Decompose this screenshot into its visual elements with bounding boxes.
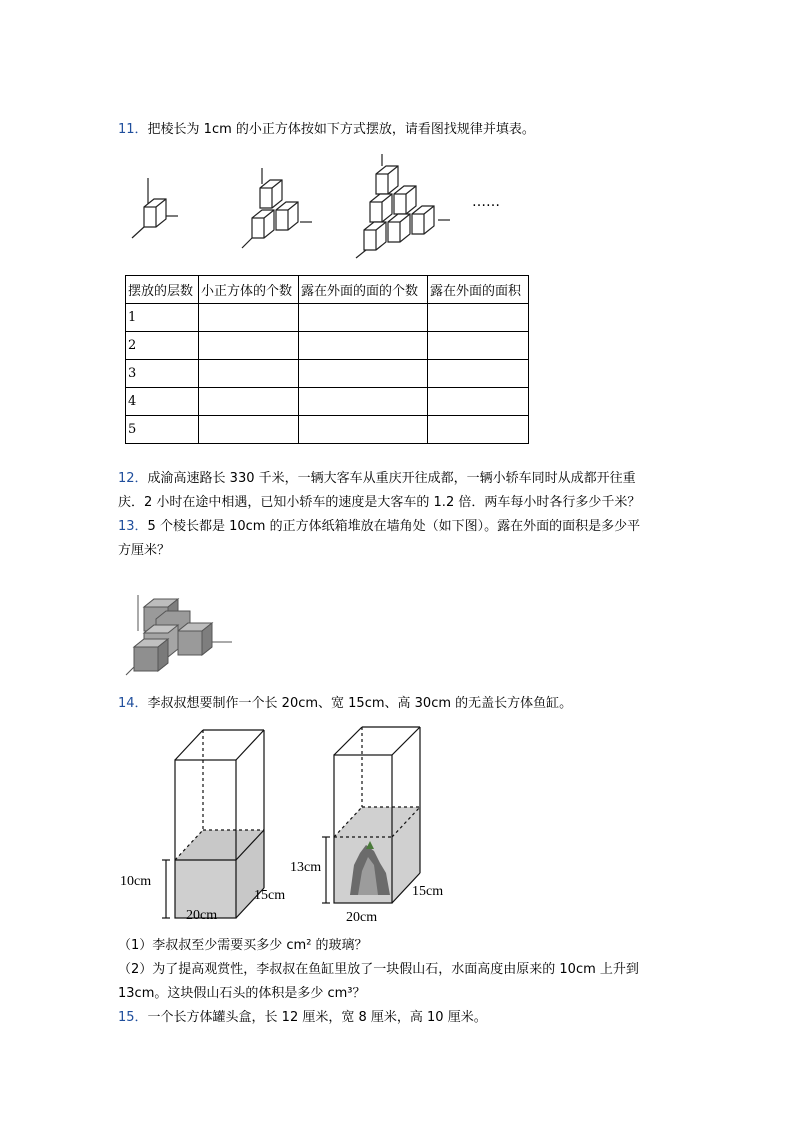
- table-header: 露在外面的面的个数: [299, 276, 428, 304]
- question-number: 15．: [118, 1010, 148, 1025]
- question-text: 成渝高速路长 330 千米，一辆大客车从重庆开往成都，一辆小轿车同时从成都开往重: [147, 471, 636, 486]
- question-text: 一个长方体罐头盒，长 12 厘米，宽 8 厘米，高 10 厘米。: [147, 1010, 487, 1025]
- sub-question-2: [118, 958, 639, 1006]
- question-number: 11．: [118, 122, 148, 137]
- question-13: [118, 515, 678, 563]
- question-line: [118, 467, 678, 491]
- layer-cell: 2: [126, 332, 199, 360]
- width-label: 15cm: [254, 888, 286, 903]
- layer-cell: 3: [126, 360, 199, 388]
- answer-cell[interactable]: [299, 332, 428, 360]
- answer-cell[interactable]: [299, 416, 428, 444]
- table-row: [126, 388, 529, 416]
- answer-cell[interactable]: [199, 388, 299, 416]
- sub-question-line: 13cm。这块假山石头的体积是多少 cm³？: [118, 986, 366, 1001]
- fish-tank-figure-2: [288, 725, 458, 925]
- table-header: 摆放的层数: [126, 276, 199, 304]
- question-text: 把棱长为 1cm 的小正方体按如下方式摆放，请看图找规律并填表。: [147, 122, 535, 137]
- question-text: 5 个棱长都是 10cm 的正方体纸箱堆放在墙角处（如下图）。露在外面的面积是多少平: [147, 519, 641, 534]
- question-12: [118, 467, 678, 515]
- question-number: 13．: [118, 519, 148, 534]
- height-label: 10cm: [120, 874, 152, 889]
- length-label: 20cm: [346, 910, 378, 925]
- answer-cell[interactable]: [299, 360, 428, 388]
- answer-cell[interactable]: [428, 360, 529, 388]
- height-label: 13cm: [290, 860, 322, 875]
- question-number: 12．: [118, 471, 148, 486]
- table-header: 露在外面的面积: [428, 276, 529, 304]
- question-text: 李叔叔想要制作一个长 20cm、宽 15cm、高 30cm 的无盖长方体鱼缸。: [147, 696, 573, 711]
- answer-cell[interactable]: [428, 388, 529, 416]
- sub-question-1: （1）李叔叔至少需要买多少 cm² 的玻璃？: [118, 938, 368, 953]
- question-15: [118, 1006, 678, 1030]
- answer-cell[interactable]: [199, 416, 299, 444]
- answer-cell[interactable]: [199, 332, 299, 360]
- width-label: 15cm: [412, 884, 444, 899]
- question-11: [118, 118, 678, 142]
- corner-boxes-figure: [120, 575, 240, 685]
- cube-stack-figure: [120, 150, 540, 265]
- sub-question-line: （2）为了提高观赏性，李叔叔在鱼缸里放了一块假山石，水面高度由原来的 10cm 上升到: [118, 962, 639, 977]
- fish-tank-figure-1: [118, 725, 298, 925]
- layer-cell: 5: [126, 416, 199, 444]
- answer-cell[interactable]: [428, 416, 529, 444]
- table-row: [126, 416, 529, 444]
- table-header-row: [126, 276, 529, 304]
- pattern-table: [125, 275, 529, 444]
- question-line: [118, 515, 678, 539]
- ellipsis-label: ……: [472, 194, 500, 210]
- table-header: 小正方体的个数: [199, 276, 299, 304]
- question-line: 庆．2 小时在途中相遇，已知小轿车的速度是大客车的 1.2 倍．两车每小时各行多少千米？: [118, 495, 641, 510]
- question-line: 方厘米？: [118, 543, 171, 558]
- table-row: [126, 304, 529, 332]
- layer-cell: 1: [126, 304, 199, 332]
- question-number: 14．: [118, 696, 148, 711]
- table-row: [126, 360, 529, 388]
- answer-cell[interactable]: [199, 360, 299, 388]
- length-label: 20cm: [186, 908, 218, 923]
- question-14: [118, 692, 678, 716]
- answer-cell[interactable]: [428, 332, 529, 360]
- answer-cell[interactable]: [299, 388, 428, 416]
- answer-cell[interactable]: [428, 304, 529, 332]
- answer-cell[interactable]: [199, 304, 299, 332]
- layer-cell: 4: [126, 388, 199, 416]
- answer-cell[interactable]: [299, 304, 428, 332]
- table-row: [126, 332, 529, 360]
